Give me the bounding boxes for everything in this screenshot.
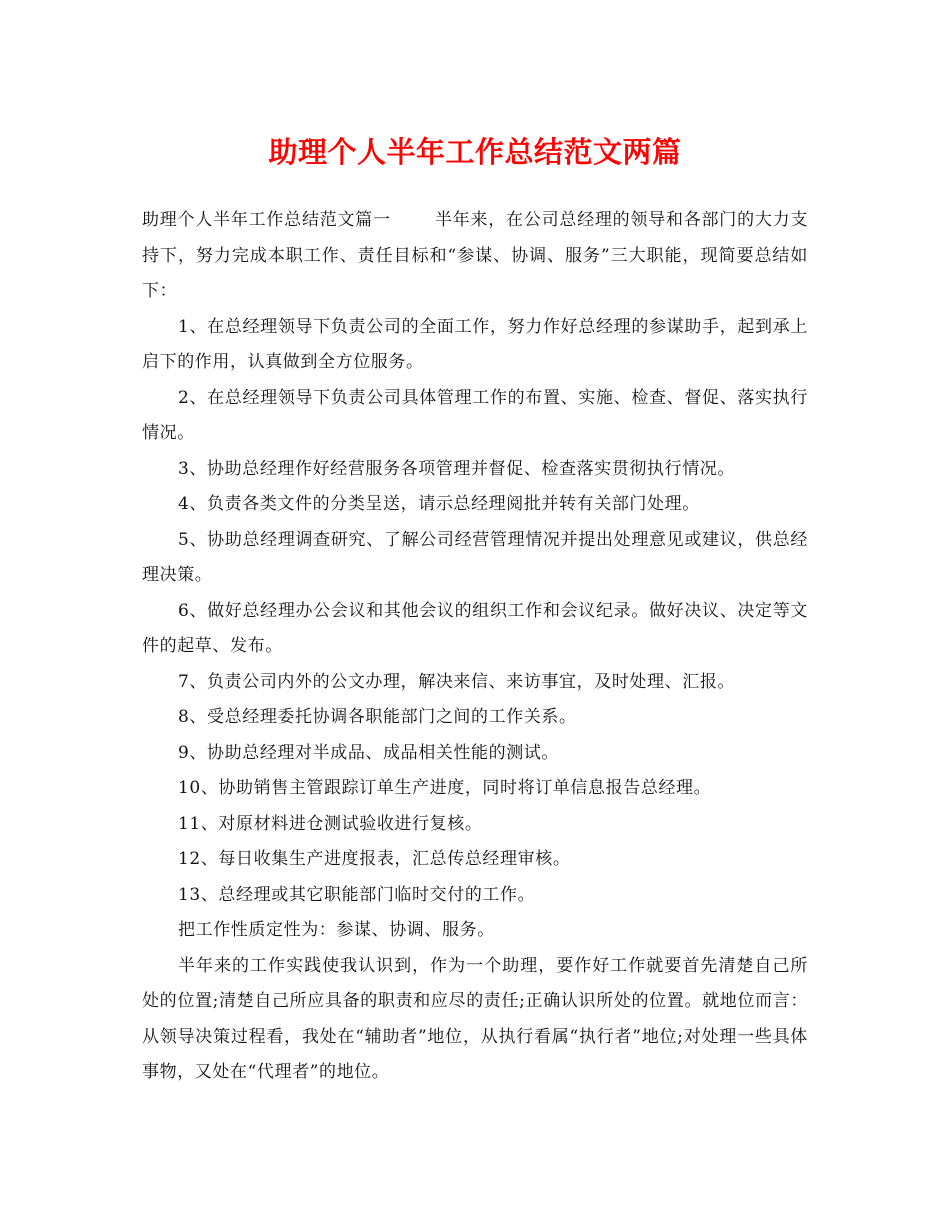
document-title: 助理个人半年工作总结范文两篇 [268, 135, 682, 169]
body-paragraph: 9、协助总经理对半成品、成品相关性能的测试。 [178, 742, 560, 763]
body-paragraph: 半年来的工作实践使我认识到，作为一个助理，要作好工作就要首先清楚自己所处的位置;清楚自己所应具备的职责和应尽的责任;正确认识所处的位置。就地位而言：从领导决策过程看，我处在“辅助者”地位，从执行看属“执行者”地位;对处理一些具体事物，又处在“代理者”的地位。 [142, 955, 808, 1082]
body-paragraph: 6、做好总经理办公会议和其他会议的组织工作和会议纪录。做好决议、决定等文件的起草、发布。 [142, 600, 808, 656]
body-paragraph: 2、在总经理领导下负责公司具体管理工作的布置、实施、检查、督促、落实执行情况。 [142, 387, 808, 443]
body-paragraph: 12、每日收集生产进度报表，汇总传总经理审核。 [178, 849, 571, 869]
body-paragraph: 7、负责公司内外的公文办理，解决来信、来访事宜，及时处理、汇报。 [178, 671, 736, 692]
body-paragraph: 10、协助销售主管跟踪订单生产进度，同时将订单信息报告总经理。 [178, 778, 712, 798]
intro-text: 半年来，在公司总经理的领导和各部门的大力支持下，努力完成本职工作、责任目标和“参谋、协调、服务”三大职能，现简要总结如下： [142, 210, 808, 301]
intro-paragraph [142, 203, 808, 310]
body-paragraph: 5、协助总经理调查研究、了解公司经营管理情况并提出处理意见或建议，供总经理决策。 [142, 529, 808, 585]
body-paragraph: 把工作性质定性为：参谋、协调、服务。 [178, 920, 495, 940]
body-paragraph: 4、负责各类文件的分类呈送，请示总经理阅批并转有关部门处理。 [178, 494, 700, 514]
intro-heading: 助理个人半年工作总结范文篇一 [142, 210, 391, 230]
document-body [142, 203, 808, 1091]
body-paragraph: 13、总经理或其它职能部门临时交付的工作。 [178, 884, 536, 905]
body-paragraph: 8、受总经理委托协调各职能部门之间的工作关系。 [178, 707, 577, 727]
body-paragraph: 3、协助总经理作好经营服务各项管理并督促、检查落实贯彻执行情况。 [178, 458, 736, 479]
body-paragraph: 1、在总经理领导下负责公司的全面工作，努力作好总经理的参谋助手，起到承上启下的作用，认真做到全方位服务。 [142, 316, 808, 372]
body-paragraph: 11、对原材料进仓测试验收进行复核。 [178, 813, 483, 834]
